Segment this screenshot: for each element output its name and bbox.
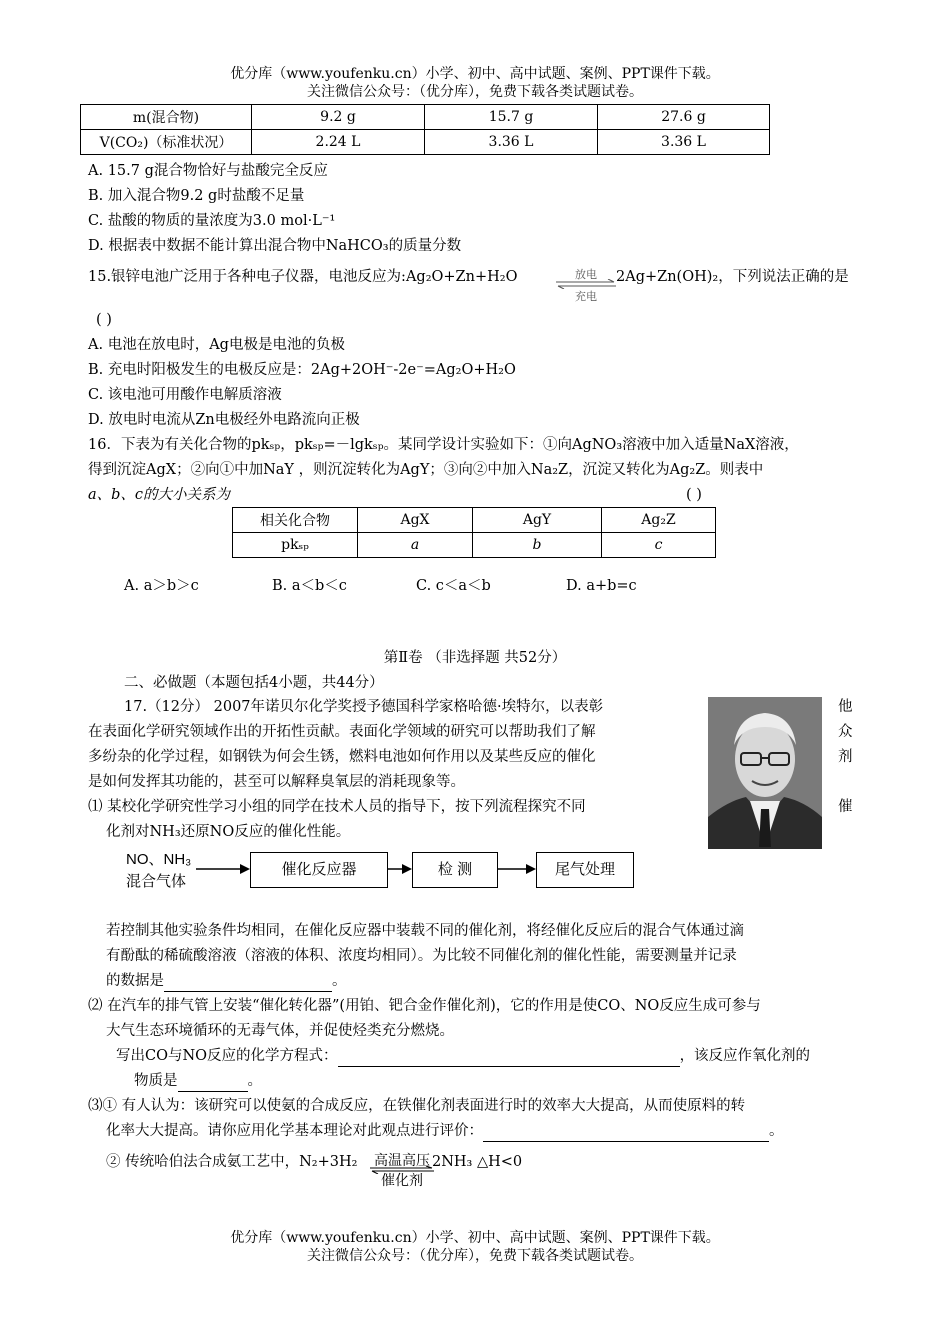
q15-option-b: B. 充电时阳极发生的电极反应是：2Ag+2OH⁻-2e⁻=Ag₂O+H₂O <box>88 362 516 378</box>
period: 。 <box>247 1073 262 1089</box>
q17-p1-cont-3 <box>106 971 347 992</box>
table-cell: 15.7 g <box>425 105 598 130</box>
q16-option-d: D. a+b=c <box>566 578 637 594</box>
table-cell: 2.24 L <box>252 130 425 155</box>
ksp-table <box>232 507 716 558</box>
period: 。 <box>332 973 347 989</box>
section-subtitle: 二、必做题（本题包括4小题，共44分） <box>124 675 384 691</box>
q16-option-b: B. a＜b＜c <box>272 578 347 594</box>
q15-arrow-bottom: 充电 <box>575 290 597 303</box>
table-cell: m(混合物) <box>81 105 252 130</box>
table-header-cell: AgY <box>473 508 602 533</box>
table-row <box>81 130 770 155</box>
flow-box-exhaust: 尾气处理 <box>536 852 634 888</box>
q14-option-c: C. 盐酸的物质的量浓度为3.0 mol·L⁻¹ <box>88 213 336 229</box>
q17-p3-2-b: 2NH₃ △H<0 <box>432 1154 523 1170</box>
side-char: 剂 <box>838 749 853 765</box>
q17-p1-cont-2: 有酚酞的稀硫酸溶液（溶液的体积、浓度均相同）。为比较不同催化剂的催化性能，需要测量并记录 <box>106 948 737 964</box>
q17-p3-line-2-text: 化率大大提高。请你应用化学基本理论对此观点进行评价： <box>106 1123 483 1139</box>
q17-p2-eq <box>116 1046 810 1067</box>
table-cell: c <box>602 533 716 558</box>
q17-intro-4: 是如何发挥其功能的，甚至可以解释臭氧层的消耗现象等。 <box>88 774 465 790</box>
q14-option-d: D. 根据表中数据不能计算出混合物中NaHCO₃的质量分数 <box>88 238 462 254</box>
side-char: 催 <box>838 799 853 815</box>
header-line-1: 优分库（www.youfenku.cn）小学、初中、高中试题、案例、PPT课件下载。 <box>230 66 720 82</box>
q17-p1-cont-3-text: 的数据是 <box>106 973 164 989</box>
table-header-cell: Ag₂Z <box>602 508 716 533</box>
table-cell: a <box>358 533 473 558</box>
arrow-right-icon <box>196 863 250 875</box>
q17-p2-eq-tail: ，该反应作氧化剂的 <box>679 1048 811 1064</box>
q17-p2-eq-text: 写出CO与NO反应的化学方程式： <box>116 1048 338 1064</box>
header-line-2: 关注微信公众号：（优分库），免费下载各类试题试卷。 <box>307 84 643 100</box>
table-cell: pkₛₚ <box>233 533 358 558</box>
q17-intro-1: 17.（12分） 2007年诺贝尔化学奖授予德国科学家格哈德·埃特尔，以表彰 <box>124 699 604 715</box>
q16-line-3: a、b、c的大小关系为 <box>88 487 231 503</box>
footer-line-2: 关注微信公众号：（优分库），免费下载各类试题试卷。 <box>307 1248 643 1264</box>
q16-line-2: 得到沉淀AgX；②向①中加NaY ，则沉淀转化为AgY；③向②中加入Na₂Z，沉淀又转化为Ag₂Z。则表中 <box>88 462 764 478</box>
q17-p2-line-2: 大气生态环境循环的无毒气体，并促使烃类充分燃烧。 <box>106 1023 454 1039</box>
q17-p1-cont-1: 若控制其他实验条件均相同，在催化反应器中装载不同的催化剂，将经催化反应后的混合气体通过滴 <box>106 923 744 939</box>
table-cell: b <box>473 533 602 558</box>
answer-blank[interactable] <box>483 1121 769 1142</box>
q16-answer-paren: ( ) <box>686 487 702 503</box>
table-header-cell: 相关化合物 <box>233 508 358 533</box>
table-cell: 3.36 L <box>425 130 598 155</box>
period: 。 <box>769 1123 784 1139</box>
answer-blank[interactable] <box>178 1071 248 1092</box>
answer-blank[interactable] <box>338 1046 680 1067</box>
q15-option-c: C. 该电池可用酸作电解质溶液 <box>88 387 282 403</box>
haber-arrow-bottom: 催化剂 <box>381 1173 423 1189</box>
flow-input-line-2: 混合气体 <box>126 873 187 890</box>
q16-line-1: 16．下表为有关化合物的pkₛₚ，pkₛₚ=－lgkₛₚ。某同学设计实验如下：①向AgNO₃溶液中加入适量NaX溶液， <box>88 437 799 453</box>
arrow-right-icon <box>388 863 412 875</box>
q17-p3-2-a: ② 传统哈伯法合成氨工艺中，N₂+3H₂ <box>106 1154 358 1170</box>
q17-intro-2: 在表面化学研究领域作出的开拓性贡献。表面化学领域的研究可以帮助我们了解 <box>88 724 596 740</box>
q14-option-a: A. 15.7 g混合物恰好与盐酸完全反应 <box>88 163 328 179</box>
side-char: 众 <box>838 724 853 740</box>
table-cell: 3.36 L <box>598 130 770 155</box>
flow-input-line-1: NO、NH₃ <box>126 851 192 868</box>
q15-option-a: A. 电池在放电时，Ag电极是电池的负极 <box>88 337 345 353</box>
mixture-table <box>80 104 770 155</box>
table-row <box>233 508 716 533</box>
flow-box-reactor: 催化反应器 <box>250 852 388 888</box>
answer-blank[interactable] <box>164 971 332 992</box>
q16-option-a: A. a＞b＞c <box>124 578 199 594</box>
q15-stem-b: 2Ag+Zn(OH)₂，下列说法正确的是 <box>616 269 849 285</box>
q17-p1-line-1: ⑴ 某校化学研究性学习小组的同学在技术人员的指导下，按下列流程探究不同 <box>88 799 586 815</box>
q15-stem-a: 15.银锌电池广泛用于各种电子仪器，电池反应为:Ag₂O+Zn+H₂O <box>88 269 518 285</box>
q17-p2-ox-text: 物质是 <box>134 1073 178 1089</box>
table-cell: 27.6 g <box>598 105 770 130</box>
arrow-right-icon <box>498 863 536 875</box>
q14-option-b: B. 加入混合物9.2 g时盐酸不足量 <box>88 188 305 204</box>
q16-option-c: C. c＜a＜b <box>416 578 491 594</box>
q17-p3-line-1: ⑶① 有人认为：该研究可以使氨的合成反应，在铁催化剂表面进行时的效率大大提高，从而使原料的转 <box>88 1098 746 1114</box>
table-header-cell: AgX <box>358 508 473 533</box>
table-cell: V(CO₂)（标准状况） <box>81 130 252 155</box>
section-title: 第Ⅱ卷 （非选择题 共52分） <box>383 650 567 666</box>
scientist-portrait <box>708 697 822 849</box>
haber-arrow-top: 高温高压 <box>374 1153 430 1169</box>
table-row <box>233 533 716 558</box>
side-char: 他 <box>838 699 853 715</box>
q17-p3-line-2 <box>106 1121 784 1142</box>
q17-p1-line-2: 化剂对NH₃还原NO反应的催化性能。 <box>106 824 351 840</box>
table-cell: 9.2 g <box>252 105 425 130</box>
q17-p2-line-1: ⑵ 在汽车的排气管上安装“催化转化器”(用铂、钯合金作催化剂)，它的作用是使CO、NO反应生成可参与 <box>88 998 761 1014</box>
q17-p2-ox <box>134 1071 262 1092</box>
q15-answer-paren: ( ) <box>96 312 112 328</box>
footer-line-1: 优分库（www.youfenku.cn）小学、初中、高中试题、案例、PPT课件下载。 <box>230 1230 720 1246</box>
q15-arrow-top: 放电 <box>575 268 597 281</box>
q17-intro-3: 多纷杂的化学过程，如钢铁为何会生锈，燃料电池如何作用以及某些反应的催化 <box>88 749 596 765</box>
table-row <box>81 105 770 130</box>
q15-option-d: D. 放电时电流从Zn电极经外电路流向正极 <box>88 412 360 428</box>
flow-box-detect: 检 测 <box>412 852 498 888</box>
